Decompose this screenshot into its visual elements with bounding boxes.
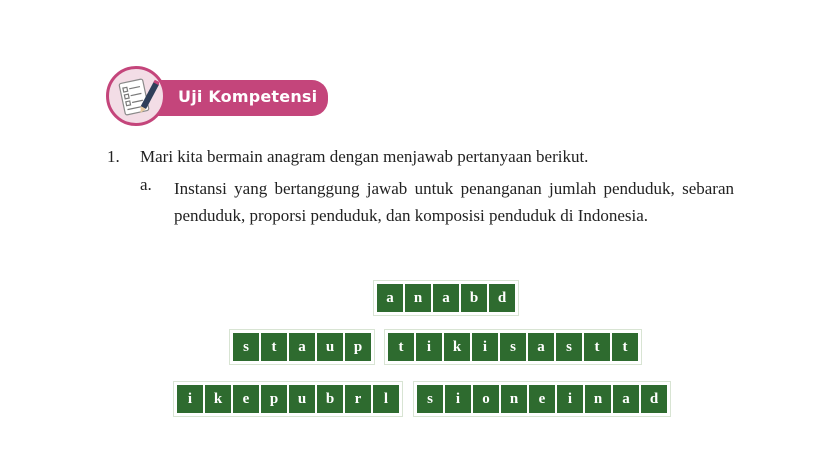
letter-tile: u [289, 385, 315, 413]
subquestion-text: Instansi yang bertanggung jawab untuk penanganan jumlah penduduk, sebaran penduduk, proporsi penduduk, dan komposisi penduduk di Indonesia. [174, 179, 734, 225]
letter-tile: d [489, 284, 515, 312]
letter-tile: k [444, 333, 470, 361]
letter-tile: s [500, 333, 526, 361]
letter-tile: i [472, 333, 498, 361]
banner-title: Uji Kompetensi [178, 87, 318, 106]
letter-tile: a [528, 333, 554, 361]
letter-tile: i [416, 333, 442, 361]
letter-tile: r [345, 385, 371, 413]
letter-tile: n [501, 385, 527, 413]
letter-tile: t [261, 333, 287, 361]
letter-tile: a [289, 333, 315, 361]
letter-tile: u [317, 333, 343, 361]
letter-tile: b [461, 284, 487, 312]
question-number: 1. [107, 147, 120, 166]
anagram-word-4 [174, 382, 402, 416]
letter-tile: e [529, 385, 555, 413]
letter-tile: b [317, 385, 343, 413]
letter-tile: a [613, 385, 639, 413]
letter-tile: a [377, 284, 403, 312]
letter-tile: p [261, 385, 287, 413]
anagram-word-3 [385, 330, 641, 364]
anagram-word-1 [374, 281, 518, 315]
checklist-pencil-icon [106, 66, 166, 126]
letter-tile: d [641, 385, 667, 413]
section-banner [106, 66, 328, 130]
letter-tile: s [233, 333, 259, 361]
letter-tile: l [373, 385, 399, 413]
letter-tile: s [556, 333, 582, 361]
letter-tile: i [177, 385, 203, 413]
letter-tile: o [473, 385, 499, 413]
letter-tile: t [612, 333, 638, 361]
anagram-word-2 [230, 330, 374, 364]
question-text: Mari kita bermain anagram dengan menjawab pertanyaan berikut. [140, 147, 589, 166]
letter-tile: i [557, 385, 583, 413]
letter-tile: s [417, 385, 443, 413]
anagram-word-5 [414, 382, 670, 416]
letter-tile: p [345, 333, 371, 361]
letter-tile: t [584, 333, 610, 361]
letter-tile: k [205, 385, 231, 413]
letter-tile: t [388, 333, 414, 361]
letter-tile: n [405, 284, 431, 312]
letter-tile: e [233, 385, 259, 413]
subquestion-letter: a. [140, 175, 152, 194]
letter-tile: n [585, 385, 611, 413]
letter-tile: i [445, 385, 471, 413]
letter-tile: a [433, 284, 459, 312]
